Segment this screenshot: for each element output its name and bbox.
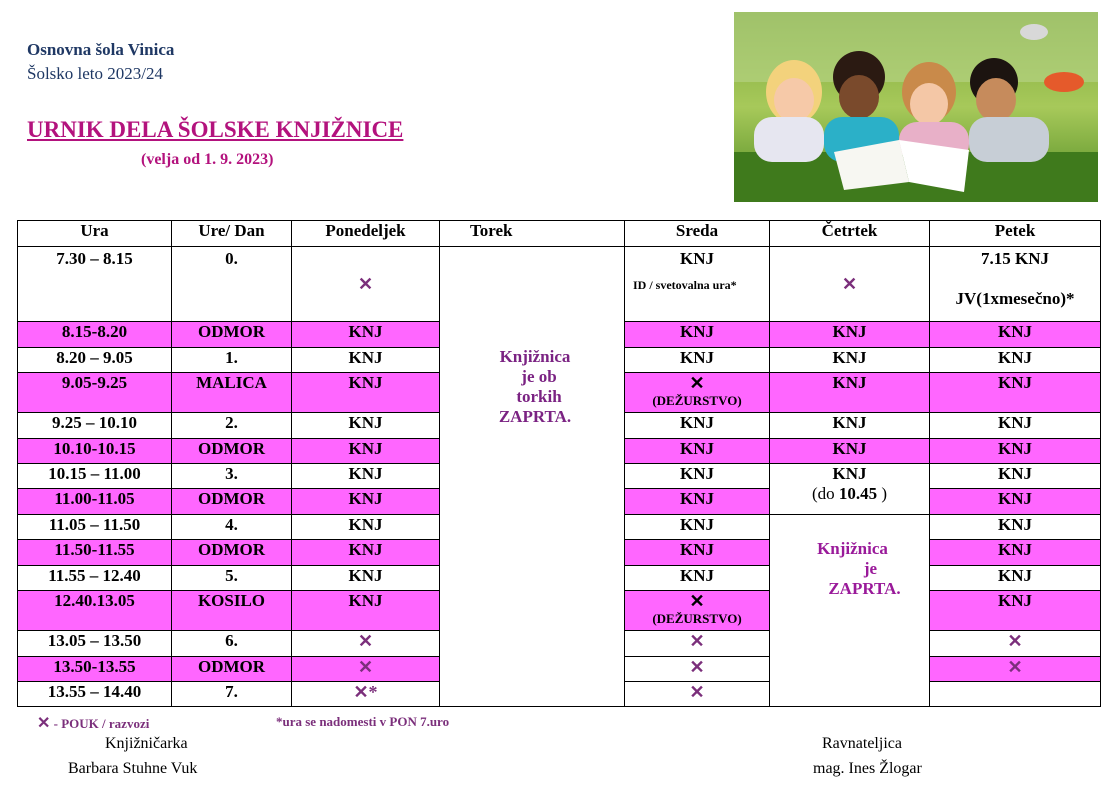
thu-cell: KNJ [770, 413, 930, 439]
knj-label: KNJ [832, 464, 867, 483]
tuesday-closed-line: ZAPRTA. [498, 407, 572, 426]
column-header: Sreda [625, 221, 770, 247]
fri-cell: KNJ [930, 591, 1101, 631]
librarian-role: Knjižničarka [105, 735, 188, 752]
page-title: URNIK DELA ŠOLSKE KNJIŽNICE [27, 117, 404, 142]
class-x-icon: ✕ [357, 657, 374, 677]
column-header: Ponedeljek [292, 221, 440, 247]
time-cell: 8.15-8.20 [18, 322, 172, 348]
principal-role: Ravnateljica [822, 735, 902, 752]
time-cell: 9.25 – 10.10 [18, 413, 172, 439]
mon-cell: KNJ [292, 540, 440, 566]
fri-cell [930, 631, 1101, 657]
fri-first-a: 7.15 KNJ [981, 249, 1049, 268]
fri-cell [930, 682, 1101, 707]
time-cell: 10.15 – 11.00 [18, 464, 172, 489]
footnote: *ura se nadomesti v PON 7.uro [276, 714, 450, 729]
wed-cell: KNJ [625, 413, 770, 439]
wed-note: ID / svetovalna ura* [633, 278, 737, 292]
wed-cell: KNJ [625, 515, 770, 540]
period-cell: 5. [172, 566, 292, 591]
class-x-icon: ✕ [689, 682, 705, 702]
thu-cell: KNJ [770, 373, 930, 413]
wed-cell: KNJ [625, 439, 770, 464]
fri-cell: KNJ [930, 373, 1101, 413]
time-cell: 13.55 – 14.40 [18, 682, 172, 707]
mon-cell: KNJ [292, 464, 440, 489]
fri-cell: KNJ [930, 439, 1101, 464]
valid-from: (velja od 1. 9. 2023) [141, 151, 274, 168]
fri-first-b: JV(1xmesečno)* [955, 289, 1075, 308]
wed-cell: KNJ [625, 348, 770, 373]
table-row [18, 247, 1101, 322]
thursday-closed-line: je [863, 559, 878, 578]
mon-cell [292, 682, 440, 707]
legend [37, 713, 149, 733]
wed-cell [625, 373, 770, 413]
fri-cell [930, 657, 1101, 682]
fri-cell: KNJ [930, 489, 1101, 515]
class-x-icon: ✕* [353, 682, 378, 702]
wed-cell [625, 682, 770, 707]
wed-cell: KNJ [625, 540, 770, 566]
fri-cell: KNJ [930, 413, 1101, 439]
mon-cell: KNJ [292, 515, 440, 540]
period-cell: ODMOR [172, 657, 292, 682]
librarian-name: Barbara Stuhne Vuk [68, 760, 198, 777]
tuesday-closed-line: Knjižnica [499, 347, 571, 366]
thu-cell: KNJ [770, 348, 930, 373]
header-row [18, 221, 1101, 247]
fri-cell [930, 247, 1101, 322]
column-header: Torek [440, 221, 625, 247]
fri-cell: KNJ [930, 322, 1101, 348]
column-header: Ura [18, 221, 172, 247]
class-x-icon: ✕ [689, 631, 705, 651]
period-cell: KOSILO [172, 591, 292, 631]
class-x-icon: ✕ [841, 273, 858, 294]
column-header: Četrtek [770, 221, 930, 247]
column-header: Ure/ Dan [172, 221, 292, 247]
fri-cell: KNJ [930, 348, 1101, 373]
time-cell: 11.00-11.05 [18, 489, 172, 515]
children-reading-photo [734, 12, 1098, 202]
duty-label: (DEŽURSTVO) [652, 611, 742, 626]
wed-cell [625, 247, 770, 322]
time-cell: 7.30 – 8.15 [18, 247, 172, 322]
mon-cell: KNJ [292, 439, 440, 464]
knj-label: KNJ [680, 249, 714, 268]
thu-cell: KNJ [770, 322, 930, 348]
wed-cell: KNJ [625, 566, 770, 591]
thu-until-time: 10.45 [838, 484, 878, 503]
thu-until-post: ) [877, 484, 888, 503]
fri-cell: KNJ [930, 464, 1101, 489]
tuesday-closed-notice [440, 247, 625, 707]
wed-cell [625, 591, 770, 631]
class-x-icon: ✕ [1007, 657, 1023, 677]
wed-cell: KNJ [625, 322, 770, 348]
mon-cell: KNJ [292, 566, 440, 591]
time-cell: 8.20 – 9.05 [18, 348, 172, 373]
class-x-icon: ✕ [1007, 631, 1023, 651]
column-header: Petek [930, 221, 1101, 247]
mon-cell [292, 247, 440, 322]
wed-cell: KNJ [625, 489, 770, 515]
time-cell: 9.05-9.25 [18, 373, 172, 413]
thursday-closed-line: ZAPRTA. [828, 579, 901, 598]
wed-cell [625, 631, 770, 657]
mon-cell: KNJ [292, 348, 440, 373]
duty-label: (DEŽURSTVO) [652, 393, 742, 408]
period-cell: ODMOR [172, 322, 292, 348]
mon-cell: KNJ [292, 322, 440, 348]
period-cell: 3. [172, 464, 292, 489]
mon-cell: KNJ [292, 373, 440, 413]
mon-cell: KNJ [292, 591, 440, 631]
school-name: Osnovna šola Vinica [27, 40, 175, 59]
duty-x-icon: ✕ [689, 373, 705, 393]
time-cell: 11.50-11.55 [18, 540, 172, 566]
mon-cell [292, 631, 440, 657]
schedule-table [17, 220, 1101, 707]
thu-cell [770, 464, 930, 515]
thu-until-pre: (do [811, 484, 839, 503]
period-cell: 1. [172, 348, 292, 373]
fri-cell: KNJ [930, 515, 1101, 540]
class-x-icon: ✕ [357, 273, 374, 294]
class-x-icon: ✕ [689, 657, 705, 677]
time-cell: 13.50-13.55 [18, 657, 172, 682]
period-cell: 2. [172, 413, 292, 439]
period-cell: 7. [172, 682, 292, 707]
period-cell: ODMOR [172, 489, 292, 515]
thu-cell: KNJ [770, 439, 930, 464]
thu-until [772, 484, 927, 504]
legend-text: - POUK / razvozi [50, 716, 150, 731]
wed-cell [625, 657, 770, 682]
tuesday-closed-line: torkih [516, 387, 562, 406]
wed-cell: KNJ [625, 464, 770, 489]
time-cell: 13.05 – 13.50 [18, 631, 172, 657]
mon-cell: KNJ [292, 489, 440, 515]
mon-cell [292, 657, 440, 682]
thursday-closed-notice [770, 515, 930, 707]
school-year: Šolsko leto 2023/24 [27, 64, 164, 83]
time-cell: 10.10-10.15 [18, 439, 172, 464]
period-cell: MALICA [172, 373, 292, 413]
fri-cell: KNJ [930, 566, 1101, 591]
period-cell: 4. [172, 515, 292, 540]
period-cell: 0. [172, 247, 292, 322]
time-cell: 12.40.13.05 [18, 591, 172, 631]
thu-cell [770, 247, 930, 322]
principal-name: mag. Ines Žlogar [813, 760, 922, 777]
duty-x-icon: ✕ [689, 591, 705, 611]
class-x-icon: ✕ [357, 631, 374, 651]
thursday-closed-line: Knjižnica [817, 539, 888, 558]
tuesday-closed-line: je ob [521, 367, 557, 386]
legend-x-icon: ✕ [37, 715, 51, 732]
fri-cell: KNJ [930, 540, 1101, 566]
period-cell: ODMOR [172, 439, 292, 464]
time-cell: 11.55 – 12.40 [18, 566, 172, 591]
period-cell: ODMOR [172, 540, 292, 566]
period-cell: 6. [172, 631, 292, 657]
time-cell: 11.05 – 11.50 [18, 515, 172, 540]
mon-cell: KNJ [292, 413, 440, 439]
